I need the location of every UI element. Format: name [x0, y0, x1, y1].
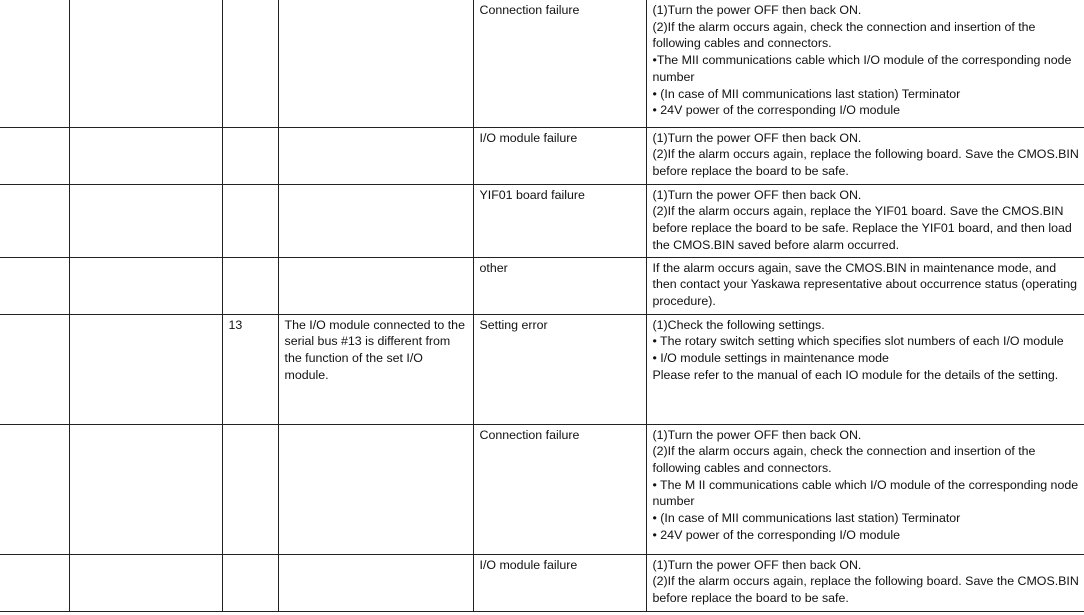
remedy-line: •The MII communications cable which I/O module of the corresponding node number	[652, 53, 1072, 84]
table-row	[0, 127, 1084, 184]
remedy-line: Please refer to the manual of each IO module for the details of the setting.	[652, 367, 1059, 382]
description-cell	[278, 554, 473, 611]
blank-cell	[0, 554, 69, 611]
blank-cell	[0, 314, 69, 424]
description-cell	[278, 0, 473, 127]
remedy-line: • (In case of MII communications last station) Terminator	[652, 511, 961, 526]
remedy-cell	[646, 184, 1084, 257]
remedy-cell	[646, 127, 1084, 184]
description-line: The I/O module connected to the serial bus #13 is different from the function of the set I/O module.	[284, 317, 465, 382]
remedy-line: If the alarm occurs again, save the CMOS.BIN in maintenance mode, and then contact your Yaskawa representative about occurrence status (operating procedure).	[652, 260, 1078, 308]
remedy-line: • I/O module settings in maintenance mode	[652, 350, 889, 365]
description-cell	[278, 257, 473, 314]
alarm-subcode-cell	[222, 257, 278, 314]
blank-cell	[0, 127, 69, 184]
alarm-subcode-cell: 13	[222, 314, 278, 424]
remedy-line: (2)If the alarm occurs again, check the connection and insertion of the following cables and connectors.	[652, 444, 1036, 475]
table-row	[0, 184, 1084, 257]
remedy-cell	[646, 0, 1084, 127]
remedy-line: (1)Turn the power OFF then back ON.	[652, 3, 862, 17]
cause-cell: other	[473, 257, 646, 314]
alarm-subcode-cell	[222, 0, 278, 127]
remedy-line: (1)Turn the power OFF then back ON.	[652, 130, 862, 145]
remedy-line: • The rotary switch setting which specifies slot numbers of each I/O module	[652, 334, 1064, 349]
remedy-line: • The M II communications cable which I/O module of the corresponding node number	[652, 477, 1079, 509]
remedy-line: (1)Turn the power OFF then back ON.	[652, 557, 862, 572]
cause-cell: Connection failure	[473, 0, 646, 127]
table-row	[0, 554, 1084, 611]
blank-cell	[0, 257, 69, 314]
remedy-line: • 24V power of the corresponding I/O module	[652, 527, 900, 542]
remedy-cell	[646, 424, 1084, 554]
blank-cell	[69, 257, 222, 314]
blank-cell	[69, 554, 222, 611]
table-row	[0, 424, 1084, 554]
blank-cell	[0, 0, 69, 127]
blank-cell	[69, 424, 222, 554]
remedy-line: (1)Turn the power OFF then back ON.	[652, 427, 862, 442]
remedy-cell	[646, 257, 1084, 314]
cause-cell: Setting error	[473, 314, 646, 424]
remedy-line: (2)If the alarm occurs again, replace the following board. Save the CMOS.BIN before replace the board to be safe.	[652, 147, 1079, 178]
blank-cell	[0, 184, 69, 257]
description-cell	[278, 184, 473, 257]
description-cell	[278, 314, 473, 424]
remedy-line: • (In case of MII communications last station) Terminator	[652, 86, 961, 101]
remedy-line: • 24V power of the corresponding I/O module	[652, 103, 900, 118]
alarm-subcode-cell	[222, 127, 278, 184]
alarm-subcode-cell	[222, 554, 278, 611]
remedy-line: (2)If the alarm occurs again, replace the YIF01 board. Save the CMOS.BIN before replace the board to be safe. Replace the YIF01 board, and then load the CMOS.BIN saved before alarm occurred.	[652, 204, 1072, 252]
blank-cell	[69, 127, 222, 184]
alarm-subcode-cell	[222, 184, 278, 257]
cause-cell: I/O module failure	[473, 554, 646, 611]
blank-cell	[69, 184, 222, 257]
table-row	[0, 257, 1084, 314]
remedy-line: (2)If the alarm occurs again, check the connection and insertion of the following cables and connectors.	[652, 19, 1036, 51]
remedy-line: (1)Check the following settings.	[652, 317, 825, 332]
blank-cell	[69, 314, 222, 424]
table-row	[0, 314, 1084, 424]
cause-cell: YIF01 board failure	[473, 184, 646, 257]
cause-cell: I/O module failure	[473, 127, 646, 184]
alarm-subcode-cell	[222, 424, 278, 554]
cause-cell: Connection failure	[473, 424, 646, 554]
remedy-line: (1)Turn the power OFF then back ON.	[652, 187, 862, 202]
blank-cell	[69, 0, 222, 127]
description-cell	[278, 127, 473, 184]
description-cell	[278, 424, 473, 554]
remedy-cell	[646, 314, 1084, 424]
blank-cell	[0, 424, 69, 554]
table-row	[0, 0, 1084, 127]
remedy-cell	[646, 554, 1084, 611]
remedy-line: (2)If the alarm occurs again, replace the following board. Save the CMOS.BIN before replace the board to be safe.	[652, 574, 1079, 605]
